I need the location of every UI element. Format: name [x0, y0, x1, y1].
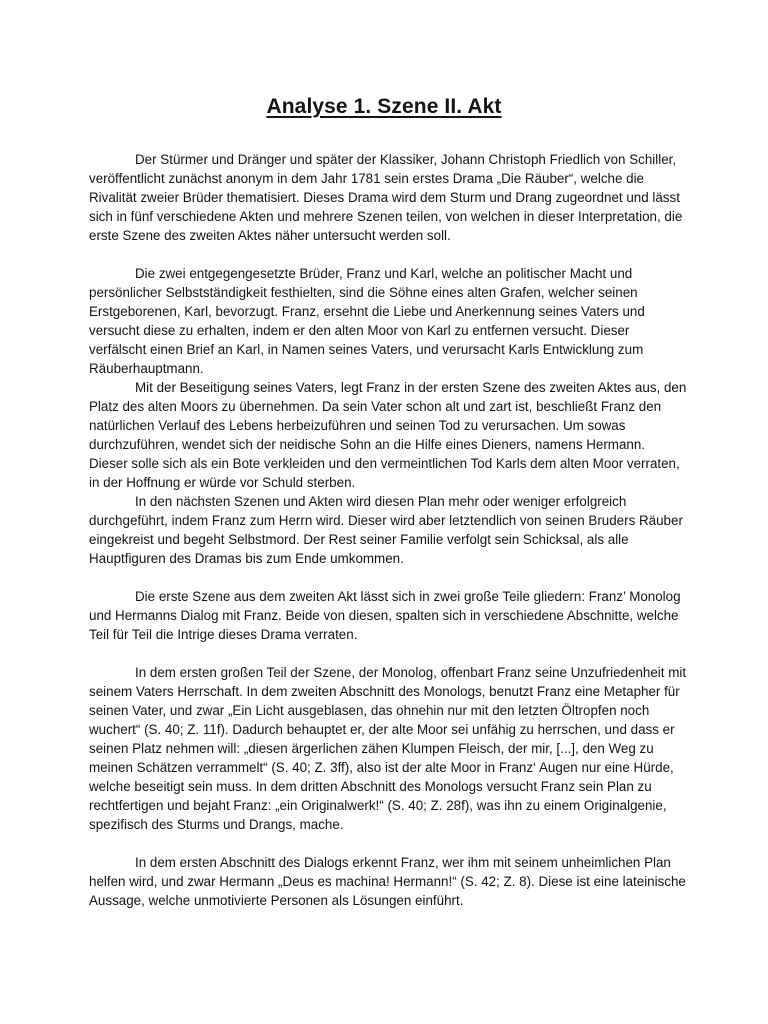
paragraph-spacer: [89, 245, 687, 264]
paragraph-dialog: In dem ersten Abschnitt des Dialogs erkennt Franz, wer ihm mit seinem unheimlichen Plan helfen wird, und zwar Hermann „Deus es machina! Hermann!“ (S. 42; Z. 8). Diese ist eine lateinische Aussage, welche unmotivierte Personen als Lösungen einführt.: [89, 855, 686, 908]
paragraph-outcome: In den nächsten Szenen und Akten wird diesen Plan mehr oder weniger erfolgreich durchgeführt, indem Franz zum Herrn wird. Dieser wird aber letztendlich von seinen Bruders Räuber eingekreist und begeht Selbstmord. Der Rest seiner Familie verfolgt sein Schicksal, als alle Hauptfiguren des Dramas bis zum Ende umkommen.: [89, 494, 683, 566]
document-body: [89, 150, 687, 910]
paragraph-intro: Der Stürmer und Dränger und später der Klassiker, Johann Christoph Friedlich von Schiller, veröffentlicht zunächst anonym in dem Jahr 1781 sein erstes Drama „Die Räuber“, welche die Rivalität zweier Brüder thematisiert. Dieses Drama wird dem Sturm und Drang zugeordnet und lässt sich in fünf verschiedene Akten und mehrere Szenen teilen, von welchen in dieser Interpretation, die erste Szene des zweiten Aktes näher untersucht werden soll.: [89, 152, 683, 243]
paragraph-structure: Die erste Szene aus dem zweiten Akt lässt sich in zwei große Teile gliedern: Franz’ Monolog und Hermanns Dialog mit Franz. Beide von diesen, spalten sich in verschiedene Abschnitte, welche Teil für Teil die Intrige dieses Drama verraten.: [89, 589, 681, 642]
paragraph-context: Die zwei entgegengesetzte Brüder, Franz und Karl, welche an politischer Macht und persönlicher Selbstständigkeit festhielten, sind die Söhne eines alten Grafen, welcher seinen Erstgeborenen, Karl, bevorzugt. Franz, ersehnt die Liebe und Anerkennung seines Vaters und versucht diese zu erhalten, indem er den alten Moor von Karl zu entfernen versucht. Dieser verfälscht einen Brief an Karl, in Namen seines Vaters, und verursacht Karls Entwicklung zum Räuberhauptmann.: [89, 266, 645, 376]
paragraph-plan: Mit der Beseitigung seines Vaters, legt Franz in der ersten Szene des zweiten Aktes aus, den Platz des alten Moors zu übernehmen. Da sein Vater schon alt und zart ist, beschließt Franz den natürlichen Verlauf des Lebens herbeizuführen und seinen Tod zu verursachen. Um sowas durchzuführen, wendet sich der neidische Sohn an die Hilfe eines Dieners, namens Hermann. Dieser solle sich als ein Bote verkleiden und den vermeintlichen Tod Karls dem alten Moor verraten, in der Hoffnung er würde vor Schuld sterben.: [89, 380, 687, 490]
paragraph-spacer: [89, 568, 687, 587]
paragraph-monolog: In dem ersten großen Teil der Szene, der Monolog, offenbart Franz seine Unzufriedenheit mit seinem Vaters Herrschaft. In dem zweiten Abschnitt des Monologs, benutzt Franz eine Metapher für seinen Vater, und zwar „Ein Licht ausgeblasen, das ohnehin nur mit den letzten Öltropfen noch wuchert“ (S. 40; Z. 11f). Dadurch behauptet er, der alte Moor sei unfähig zu herrschen, und dass er seinen Platz nehmen will: „diesen ärgerlichen zähen Klumpen Fleisch, der mir, [...], den Weg zu meinen Schätzen verrammelt“ (S. 40; Z. 3ff), also ist der alte Moor in Franz‘ Augen nur eine Hürde, welche beseitigt sein muss. In dem dritten Abschnitt des Monologs versucht Franz sein Plan zu rechtfertigen und bejaht Franz: „ein Originalwerk!“ (S. 40; Z. 28f), was ihn zu einem Originalgenie, spezifisch des Sturms und Drangs, mache.: [89, 665, 687, 832]
document-title: Analyse 1. Szene II. Akt: [266, 95, 502, 118]
paragraph-spacer: [89, 644, 687, 663]
paragraph-spacer: [89, 834, 687, 853]
